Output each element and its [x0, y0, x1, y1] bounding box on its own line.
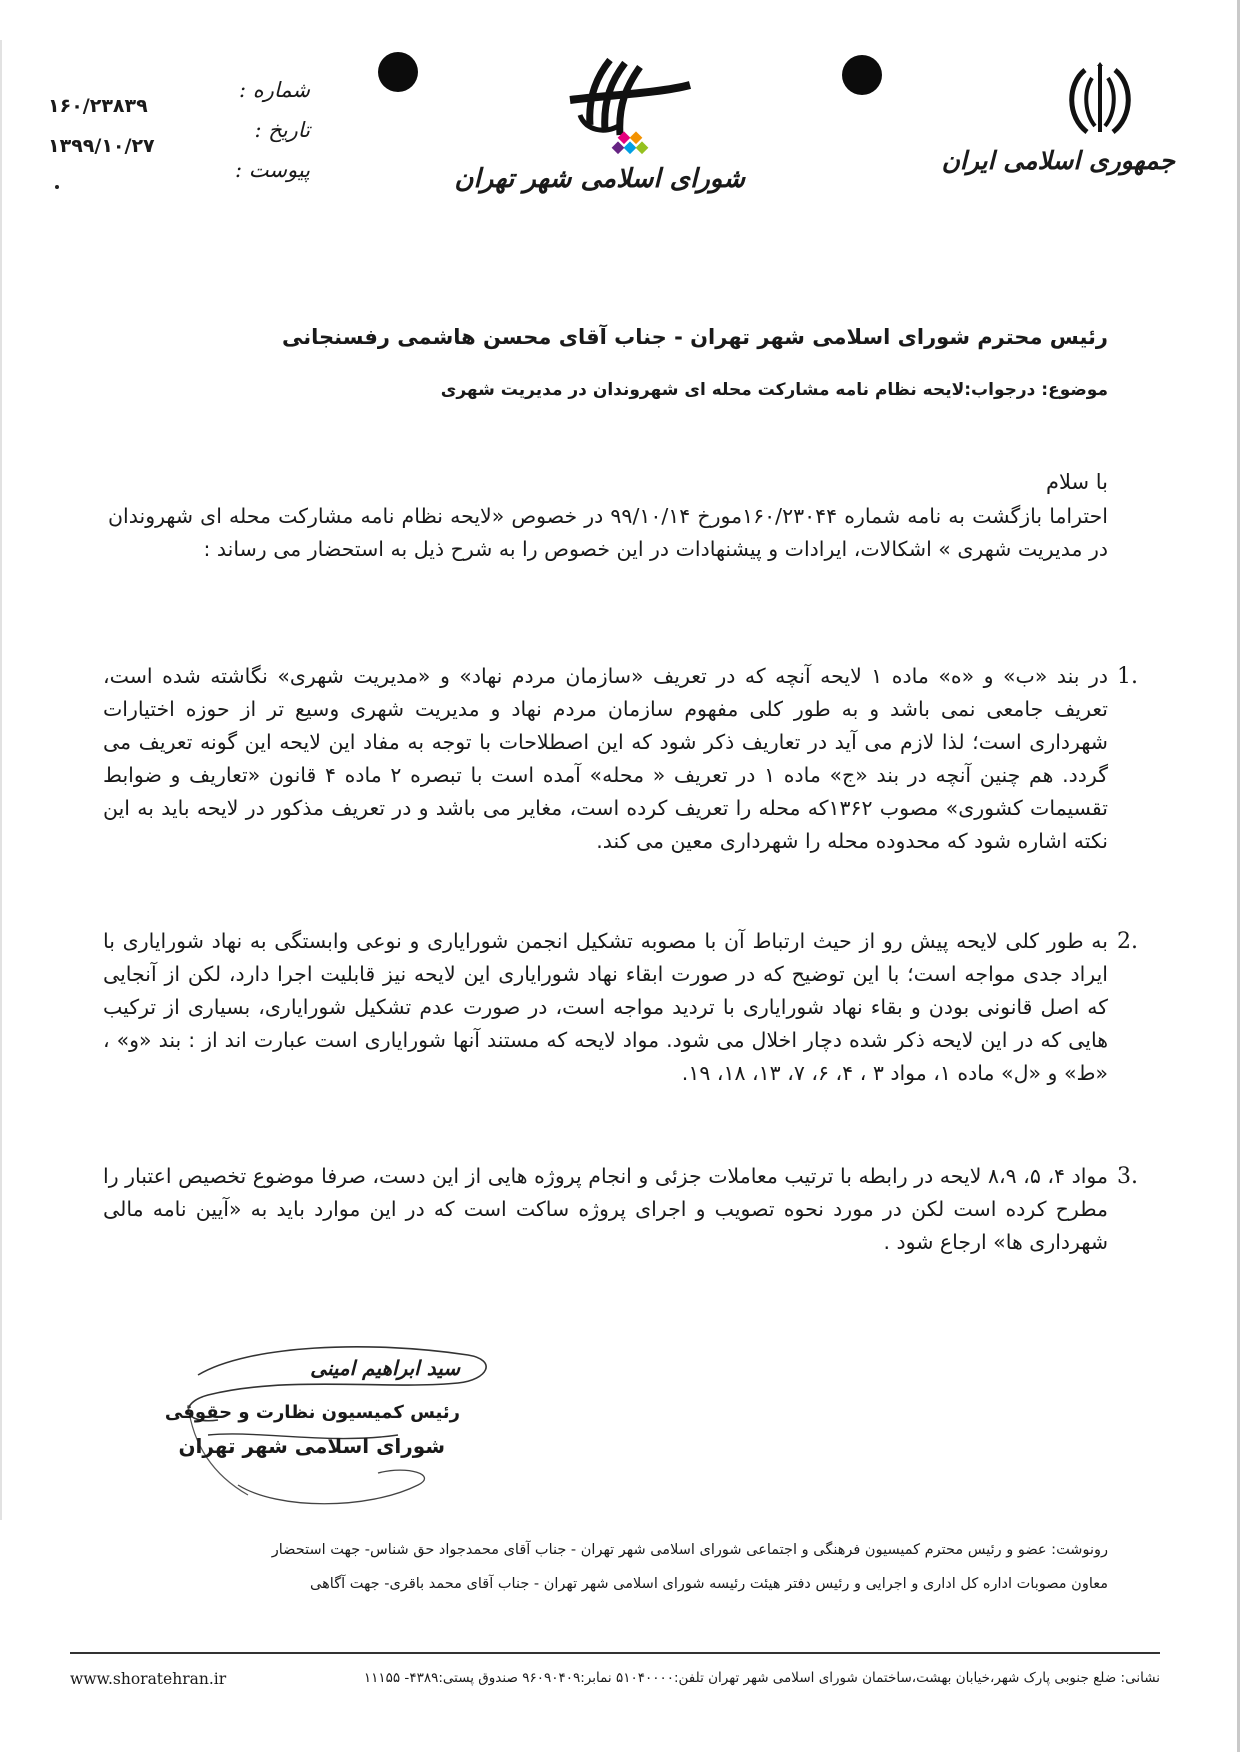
list-item-number: 1. [1117, 664, 1138, 689]
council-logo [454, 55, 745, 225]
list-item [103, 925, 1138, 1090]
council-caption: شورای اسلامی شهر تهران [454, 164, 745, 194]
intro-paragraph: احتراما بازگشت به نامه شماره ۱۶۰/۲۳۰۴۴مورخ ۹۹/۱۰/۱۴ در خصوص «لایحه نظام نامه مشارکت محله ای شهروندان در مدیریت شهری » اشکالات، ایرادات و پیشنهادات در این خصوص را به شرح ذیل به استحضار می رساند : [108, 504, 1108, 561]
footer-website: www.shoratehran.ir [70, 1670, 227, 1688]
list-item-number: 2. [1117, 929, 1138, 954]
signatory-title: رئیس کمیسیون نظارت و حقوقی [164, 1402, 460, 1423]
signatory-organization: شورای اسلامی شهر تهران [178, 1434, 445, 1458]
list-item-text: در بند «ب» و «ه» ماده ۱ لایحه آنچه که در تعریف «سازمان مردم نهاد» و «مدیریت شهری» نگاشته شده است، تعریف جامعی نمی باشد و به طور کلی مفهوم سازمان مردم نهاد و مدیریت شهری وسیع تر از حوزه اختیارات شهرداری است؛ لذا لازم می آید در تعاریف ذکر شود که این اصطلاحات با توجه به مفاد این لایحه این گونه تعریف می گردد. هم چنین آنچه در بند «ج» ماده ۱ در تعریف « محله» آمده است با تبصره ۲ ماده ۴ قانون «تعاریف و ضوابط تقسیمات کشوری» مصوب ۱۳۶۲که محله را تعریف کرده است، مغایر می باشد و در تعریف مذکور در لایحه باید به این نکته اشاره شود که محدوده محله را شهرداری معین می کند. [103, 664, 1108, 853]
council-logo-icon [550, 55, 700, 160]
footer-address: نشانی: ضلع جنوبی پارک شهر،خیابان بهشت،ساختمان شورای اسلامی شهر تهران تلفن:۵۱۰۴۰۰۰۰ نمابر:۹۶۰۹۰۴۰۹ صندوق پستی:۴۳۸۹- ۱۱۱۵۵ [363, 1670, 1160, 1686]
emblem-icon [1055, 62, 1145, 142]
scan-edge [0, 40, 2, 1520]
list-item [103, 1160, 1138, 1259]
date-label: تاریخ : [254, 118, 310, 142]
footer-divider [70, 1652, 1160, 1654]
list-item-text: مواد ۴، ۵، ۸،۹ لایحه در رابطه با ترتیب معاملات جزئی و انجام پروژه هایی از این دست، صرفا موضوع تخصیص اعتبار را مطرح کرده است لکن در مورد نحوه تصویب و اجرای پروژه ساکت است که در این موارد باید به «آیین نامه مالی شهرداری ها» ارجاع شود . [103, 1164, 1108, 1254]
attachment-mark [55, 185, 59, 189]
list-item-text: به طور کلی لایحه پیش رو از حیث ارتباط آن با مصوبه تشکیل انجمن شورایاری و نوعی وابستگی به نهاد شورایاری با ایراد جدی مواجه است؛ با این توضیح که در صورت ابقاء نهاد شورایاری این لایحه نیز قابلیت اجرا دارد، لکن از آنجایی که اصل قانونی بودن و بقاء نهاد شورایاری با تردید مواجه است، در صورت عدم تشکیل شورایاری، بسیاری از ترکیب هایی که در این لایحه ذکر شده دچار اخلال می شود. مواد لایحه که مستند آنها شورایاری است عبارت اند از : بند «و» ، «ط» و «ل» ماده ۱، مواد ۳ ، ۴، ۶، ۷، ۱۳، ۱۸، ۱۹. [103, 929, 1108, 1085]
iran-emblem [941, 62, 1175, 182]
attachment-label: پیوست : [235, 158, 310, 182]
list-item [103, 660, 1138, 858]
greeting: با سلام [1045, 470, 1108, 494]
subject-line: موضوع: درجواب:لایحه نظام نامه مشارکت محله ای شهروندان در مدیریت شهری [440, 380, 1108, 400]
list-item-number: 3. [1117, 1164, 1138, 1189]
cc-line: معاون مصوبات اداره کل اداری و اجرایی و رئیس دفتر هیئت رئیسه شورای اسلامی شهر تهران - جناب آقای محمد باقری- جهت آگاهی [310, 1576, 1108, 1592]
addressee: رئیس محترم شورای اسلامی شهر تهران - جناب آقای محسن هاشمی رفسنجانی [282, 325, 1108, 349]
punch-hole [842, 55, 882, 95]
letter-meta-values [48, 86, 188, 166]
cc-line: رونوشت: عضو و رئیس محترم کمیسیون فرهنگی و اجتماعی شورای اسلامی شهر تهران - جناب آقای محمدجواد حق شناس- جهت استحضار [271, 1542, 1108, 1558]
number-label: شماره : [238, 78, 310, 102]
signatory-name: سید ابراهیم امینی [310, 1356, 460, 1380]
emblem-caption: جمهوری اسلامی ایران [941, 146, 1175, 175]
letter-date: ۱۳۹۹/۱۰/۲۷ [48, 135, 155, 157]
letter-meta-labels [230, 70, 310, 190]
punch-hole [378, 52, 418, 92]
letter-number: ۱۶۰/۲۳۸۳۹ [48, 95, 148, 117]
